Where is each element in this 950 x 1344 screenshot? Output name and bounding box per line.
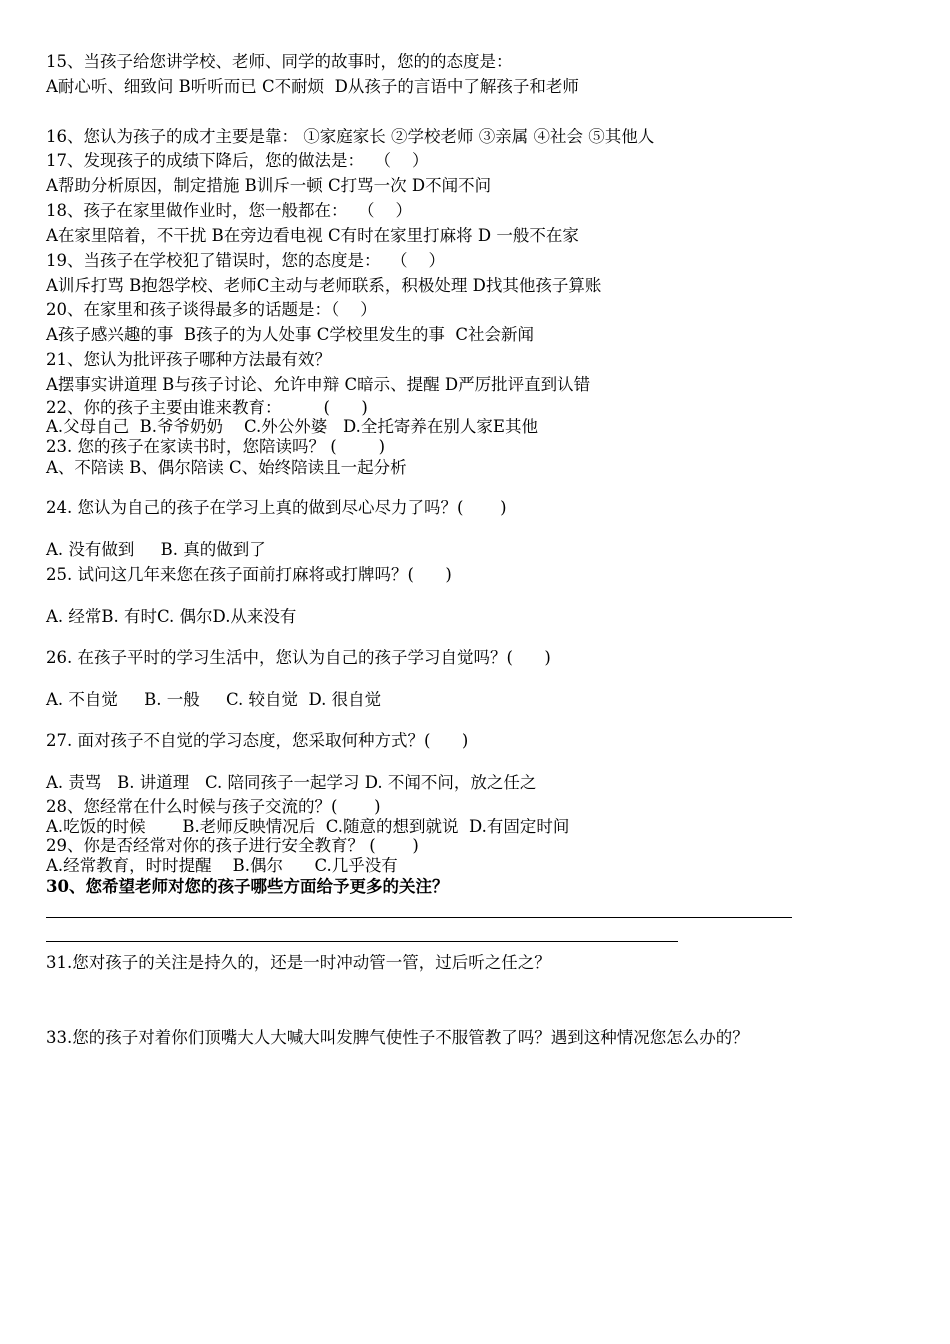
question-15-options: A耐心听、细致问 B听听而已 C不耐烦 D从孩子的言语中了解孩子和老师 — [46, 77, 579, 96]
question-23-options: A、不陪读 B、偶尔陪读 C、始终陪读且一起分析 — [46, 458, 407, 477]
question-28-options: A.吃饭的时候 B.老师反映情况后 C.随意的想到就说 D.有固定时间 — [46, 817, 570, 836]
question-15-stem: 15、当孩子给您讲学校、老师、同学的故事时，您的的态度是： — [46, 52, 513, 71]
question-25-options: A. 经常B. 有时C. 偶尔D.从来没有 — [46, 607, 297, 626]
question-22-options: A.父母自己 B.爷爷奶奶 C.外公外婆 D.全托寄养在别人家E其他 — [46, 417, 538, 436]
question-16-stem: 16、您认为孩子的成才主要是靠： ①家庭家长 ②学校老师 ③亲属 ④社会 ⑤其他人 — [46, 127, 655, 146]
question-29-stem: 29、你是否经常对你的孩子进行安全教育？ ( ) — [46, 836, 419, 855]
question-21-options: A摆事实讲道理 B与孩子讨论、允许申辩 C暗示、提醒 D严厉批评直到认错 — [46, 375, 591, 394]
question-33-stem: 33.您的孩子对着你们顶嘴大人大喊大叫发脾气使性子不服管教了吗？遇到这种情况您怎么办的？ — [46, 1028, 749, 1047]
question-20-options: A孩子感兴趣的事 B孩子的为人处事 C学校里发生的事 C社会新闻 — [46, 325, 535, 344]
question-20-stem: 20、在家里和孩子谈得最多的话题是：（ ） — [46, 300, 377, 319]
question-18-options: A在家里陪着，不干扰 B在旁边看电视 C有时在家里打麻将 D 一般不在家 — [46, 226, 579, 245]
question-23-stem: 23. 您的孩子在家读书时，您陪读吗？ ( ) — [46, 437, 386, 456]
question-17-stem: 17、发现孩子的成绩下降后，您的做法是： （ ） — [46, 151, 429, 170]
question-26-stem: 26. 在孩子平时的学习生活中，您认为自己的孩子学习自觉吗？( ) — [46, 648, 551, 667]
question-25-stem: 25. 试问这几年来您在孩子面前打麻将或打牌吗？( ) — [46, 565, 452, 584]
question-19-stem: 19、当孩子在学校犯了错误时，您的态度是： （ ） — [46, 251, 445, 270]
question-17-options: A帮助分析原因，制定措施 B训斥一顿 C打骂一次 D不闻不问 — [46, 176, 492, 195]
question-27-options: A. 责骂 B. 讲道理 C. 陪同孩子一起学习 D. 不闻不问，放之任之 — [46, 773, 537, 792]
answer-line-1 — [46, 917, 792, 918]
answer-line-2 — [46, 941, 678, 942]
question-22-stem: 22、你的孩子主要由谁来教育： ( ) — [46, 398, 368, 417]
question-19-options: A训斥打骂 B抱怨学校、老师C主动与老师联系，积极处理 D找其他孩子算账 — [46, 276, 602, 295]
question-21-stem: 21、您认为批评孩子哪种方法最有效？ — [46, 350, 331, 369]
question-18-stem: 18、孩子在家里做作业时，您一般都在： （ ） — [46, 201, 412, 220]
question-24-options: A. 没有做到 B. 真的做到了 — [46, 540, 266, 559]
question-28-stem: 28、您经常在什么时候与孩子交流的？( ) — [46, 797, 381, 816]
question-29-options: A.经常教育，时时提醒 B.偶尔 C.几乎没有 — [46, 856, 398, 875]
question-31-stem: 31.您对孩子的关注是持久的，还是一时冲动管一管，过后听之任之？ — [46, 953, 551, 972]
question-27-stem: 27. 面对孩子不自觉的学习态度，您采取何种方式？( ) — [46, 731, 469, 750]
question-26-options: A. 不自觉 B. 一般 C. 较自觉 D. 很自觉 — [46, 690, 382, 709]
question-24-stem: 24. 您认为自己的孩子在学习上真的做到尽心尽力了吗？( ) — [46, 498, 507, 517]
question-30-stem: 30、您希望老师对您的孩子哪些方面给予更多的关注？ — [46, 877, 449, 896]
